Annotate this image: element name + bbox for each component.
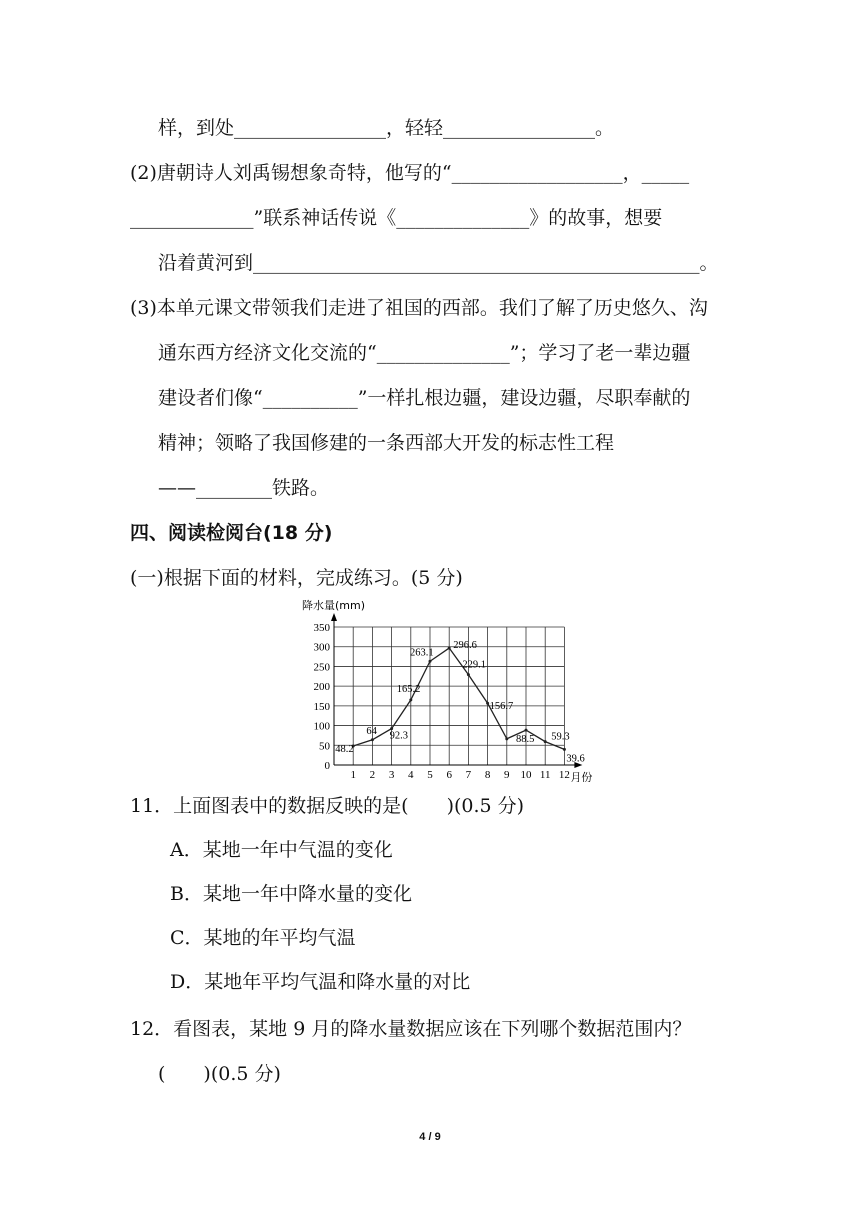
text-line-1: 样，到处________________，轻轻________________。 — [158, 117, 615, 139]
data-label: 88.5 — [516, 734, 535, 746]
text-line-6: 通东西方经济文化交流的“______________”；学习了老一辈边疆 — [158, 342, 691, 364]
x-axis-label: 月份 — [570, 771, 593, 782]
data-point — [409, 698, 412, 701]
x-tick-label: 5 — [427, 769, 433, 781]
data-label: 229.1 — [462, 659, 487, 671]
y-axis-arrow — [331, 613, 337, 621]
y-tick-label: 0 — [324, 760, 330, 772]
data-label: 59.3 — [551, 731, 570, 743]
question-12-blank: ( )(0.5 分) — [158, 1063, 281, 1085]
precipitation-chart — [290, 597, 600, 782]
data-point — [448, 647, 451, 650]
data-point — [525, 729, 528, 732]
sub-section-title: (一)根据下面的材料，完成练习。(5 分) — [130, 567, 463, 589]
text-line-4: 沿着黄河到_______________________________________________。 — [158, 252, 719, 274]
x-tick-label: 11 — [539, 769, 551, 781]
question-11-option-b: B．某地一年中降水量的变化 — [170, 883, 412, 905]
y-axis-label: 降水量(mm) — [302, 599, 366, 612]
text-line-5: (3)本单元课文带领我们走进了祖国的西部。我们了解了历史悠久、沟 — [130, 297, 708, 319]
data-point — [371, 738, 374, 741]
data-label: 92.3 — [389, 730, 408, 742]
question-12-stem: 12．看图表，某地 9 月的降水量数据应该在下列哪个数据范围内？ — [130, 1018, 692, 1040]
text-line-3: _____________”联系神话传说《______________》的故事，想要 — [130, 207, 663, 229]
y-tick-label: 200 — [313, 681, 330, 694]
x-tick-label: 7 — [465, 769, 472, 781]
x-tick-label: 2 — [369, 769, 376, 781]
data-label: 165.2 — [396, 683, 421, 695]
data-label: 64 — [366, 725, 377, 737]
text-line-2: (2)唐朝诗人刘禹锡想象奇特，他写的“__________________，_____ — [130, 162, 690, 184]
data-point — [544, 740, 547, 743]
data-point — [505, 737, 508, 740]
x-tick-label: 1 — [350, 769, 356, 781]
x-tick-label: 4 — [408, 769, 414, 781]
data-label: 296.6 — [453, 640, 477, 652]
data-point — [429, 660, 432, 663]
data-label: 263.1 — [410, 647, 434, 659]
page-number: 4 / 9 — [419, 1131, 441, 1143]
x-tick-label: 3 — [388, 769, 395, 781]
x-tick-label: 10 — [520, 769, 532, 781]
text-line-8: 精神；领略了我国修建的一条西部大开发的标志性工程 — [158, 432, 615, 454]
data-label: 39.6 — [566, 753, 585, 765]
y-tick-label: 300 — [313, 641, 330, 654]
question-11-option-d: D．某地年平均气温和降水量的对比 — [170, 971, 471, 993]
section-title: 四、阅读检阅台(18 分) — [130, 522, 333, 544]
y-tick-label: 250 — [313, 661, 330, 674]
data-label: 156.7 — [489, 701, 514, 713]
question-11-option-a: A．某地一年中气温的变化 — [170, 839, 393, 861]
data-point — [467, 673, 470, 676]
text-line-7: 建设者们像“__________”一样扎根边疆，建设边疆，尽职奉献的 — [158, 387, 691, 409]
question-11-option-c: C．某地的年平均气温 — [170, 927, 356, 949]
x-tick-label: 12 — [558, 769, 570, 781]
question-11-stem: 11．上面图表中的数据反映的是( )(0.5 分) — [130, 795, 525, 817]
x-tick-label: 6 — [446, 769, 452, 781]
data-point — [563, 748, 566, 751]
x-tick-label: 8 — [484, 769, 491, 781]
y-tick-label: 100 — [313, 720, 330, 733]
text-line-9: ——________铁路。 — [158, 477, 330, 499]
y-tick-label: 350 — [313, 622, 330, 634]
data-label: 48.2 — [335, 743, 354, 755]
y-tick-label: 150 — [313, 700, 330, 713]
x-tick-label: 9 — [504, 769, 510, 781]
y-tick-label: 50 — [319, 740, 330, 753]
